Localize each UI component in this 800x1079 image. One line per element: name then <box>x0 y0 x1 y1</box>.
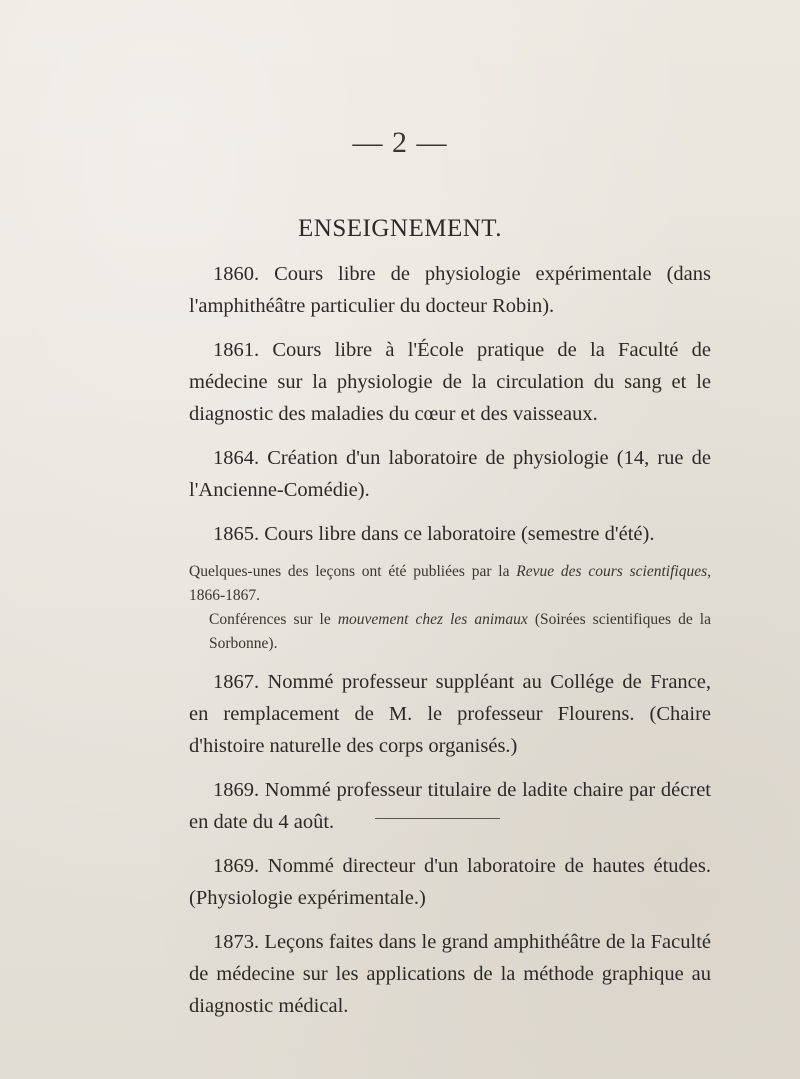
footnote-line-1-before: Quelques-unes des leçons ont été publiées par la <box>189 563 517 580</box>
entry-1861: 1861. Cours libre à l'École pratique de la Faculté de médecine sur la physiologie de la circulation du sang et le diagnostic des maladies du cœur et des vaisseaux. <box>189 339 711 425</box>
section-heading: ENSEIGNEMENT. <box>298 215 502 242</box>
footnote-line-2-italic: mouvement chez les animaux <box>337 611 528 628</box>
entries-list <box>189 258 711 1022</box>
footnote-line-1-after: , 1866-1867. <box>189 563 711 604</box>
entry-1873: 1873. Leçons faites dans le grand amphithéâtre de la Faculté de médecine sur les applications de la méthode graphique au diagnostic médical. <box>189 931 711 1017</box>
entry-1867: 1867. Nommé professeur suppléant au Collége de France, en remplacement de M. le professeur Flourens. (Chaire d'histoire naturelle des corps organisés.) <box>189 671 711 757</box>
entry-1864: 1864. Création d'un laboratoire de physiologie (14, rue de l'Ancienne-Comédie). <box>189 447 711 501</box>
footnote-line-1 <box>189 560 711 608</box>
page-number: — 2 — <box>352 126 448 159</box>
footnote-line-2 <box>189 608 711 656</box>
entry-1860: 1860. Cours libre de physiologie expérimentale (dans l'amphithéâtre particulier du docteur Robin). <box>189 263 711 317</box>
closing-rule <box>375 818 500 819</box>
entry-1869-titulaire: 1869. Nommé professeur titulaire de ladite chaire par décret en date du 4 août. <box>189 779 711 833</box>
entry-1865: 1865. Cours libre dans ce laboratoire (semestre d'été). <box>213 523 655 545</box>
footnote <box>189 560 711 656</box>
footnote-line-2-after: (Soirées scientifiques de la Sorbonne). <box>209 611 711 652</box>
entry-1869-directeur: 1869. Nommé directeur d'un laboratoire de hautes études. (Physiologie expérimentale.) <box>189 855 711 909</box>
footnote-line-1-italic: Revue des cours scientifiques <box>516 563 708 580</box>
footnote-line-2-before: Conférences sur le <box>209 611 338 628</box>
